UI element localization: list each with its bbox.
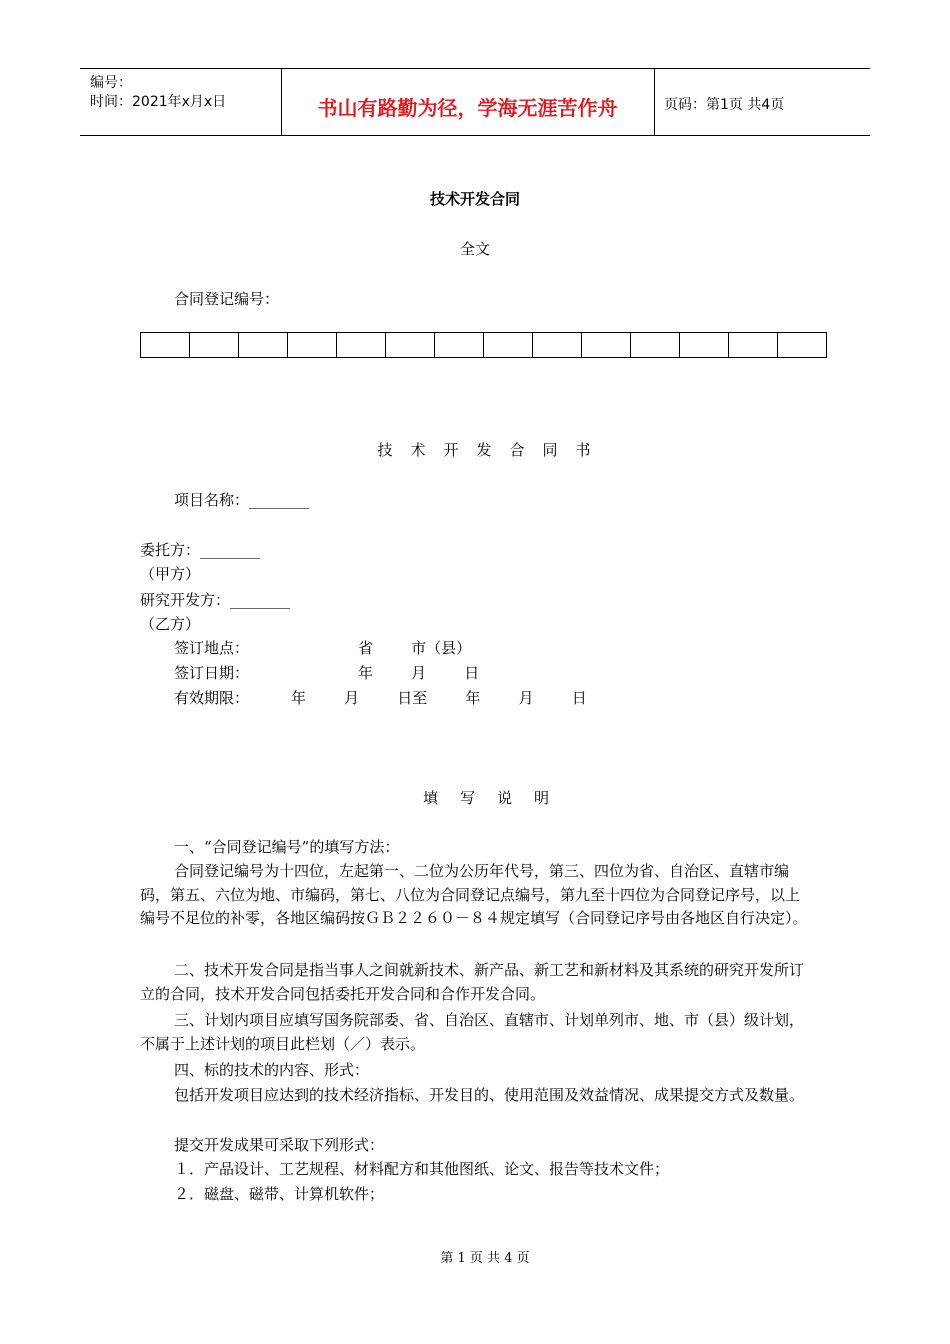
instruction-paragraph: 合同登记编号为十四位，左起第一、二位为公历年代号，第三、四位为省、自治区、直辖市编码，第五、六位为地、市编码，第七、八位为合同登记点编号，第九至十四位为合同登记序号，以上编号不足位的补零，各地区编码按ＧＢ２２６０－８４规定填写（合同登记序号由各地区自行决定）。: [140, 862, 808, 927]
header-bottom-rule: [80, 135, 870, 136]
reg-box-cell[interactable]: [631, 333, 680, 357]
reg-box-cell[interactable]: [729, 333, 778, 357]
header-number-label: 编号：: [90, 75, 132, 91]
reg-box-cell[interactable]: [337, 333, 386, 357]
footer-page-number: 第 1 页 共 4 页: [440, 1251, 530, 1266]
header-motto: 书山有路勤为径，学海无涯苦作舟: [317, 96, 618, 120]
validity-label: 有效期限：: [174, 689, 250, 707]
instruction-list-item: ２．磁盘、磁带、计算机软件；: [174, 1185, 385, 1203]
reg-box-cell[interactable]: [239, 333, 288, 357]
sign-date-fill: 年 月 日: [358, 664, 480, 682]
instruction-paragraph: 包括开发项目应达到的技术经济指标、开发目的、使用范围及效益情况、成果提交方式及数量。: [174, 1086, 805, 1104]
registration-number-boxes: [140, 332, 827, 358]
registration-number-label: 合同登记编号：: [174, 290, 280, 308]
project-name-field: 项目名称：________: [174, 491, 310, 509]
developer-field: 研究开发方：________: [140, 591, 291, 609]
sign-place-fill: 省 市（县）: [358, 639, 472, 657]
header-divider-right: [654, 68, 655, 135]
document-subtitle: 全文: [459, 240, 490, 258]
client-field: 委托方：________: [140, 541, 261, 559]
sign-date-label: 签订日期：: [174, 664, 250, 682]
instruction-list-item: １．产品设计、工艺规程、材料配方和其他图纸、论文、报告等技术文件；: [174, 1160, 670, 1178]
document-title: 技术开发合同: [429, 190, 520, 208]
reg-box-cell[interactable]: [386, 333, 435, 357]
instruction-paragraph: 提交开发成果可采取下列形式：: [174, 1136, 385, 1154]
reg-box-cell[interactable]: [484, 333, 533, 357]
party-a-label: （甲方）: [140, 565, 201, 583]
reg-box-cell[interactable]: [435, 333, 484, 357]
reg-box-cell[interactable]: [778, 333, 827, 357]
reg-box-cell[interactable]: [533, 333, 582, 357]
reg-box-cell[interactable]: [141, 333, 190, 357]
header-top-rule: [80, 68, 870, 69]
instruction-paragraph: 三、计划内项目应填写国务院部委、省、自治区、直辖市、计划单列市、地、市（县）级计划，不属于上述计划的项目此栏划（／）表示。: [140, 1011, 805, 1053]
party-b-label: （乙方）: [140, 615, 201, 633]
instruction-paragraph: 二、技术开发合同是指当事人之间就新技术、新产品、新工艺和新材料及其系统的研究开发所订立的合同，技术开发合同包括委托开发合同和合作开发合同。: [140, 961, 805, 1003]
reg-box-cell[interactable]: [680, 333, 729, 357]
validity-fill: 年 月 日至 年 月 日: [291, 689, 587, 707]
reg-box-cell[interactable]: [190, 333, 239, 357]
sign-place-label: 签订地点：: [174, 639, 250, 657]
reg-box-cell[interactable]: [288, 333, 337, 357]
reg-box-cell[interactable]: [582, 333, 631, 357]
contract-book-title: 技术开发合同书: [377, 441, 609, 459]
header-page-info: 页码：第1页 共4页: [664, 97, 785, 113]
header-time-label: 时间：2021年x月x日: [90, 94, 227, 110]
instructions-title: 填写说明: [422, 789, 571, 807]
instruction-paragraph: 四、标的技术的内容、形式：: [174, 1061, 370, 1079]
instruction-paragraph: 一、“合同登记编号”的填写方法：: [174, 838, 400, 856]
